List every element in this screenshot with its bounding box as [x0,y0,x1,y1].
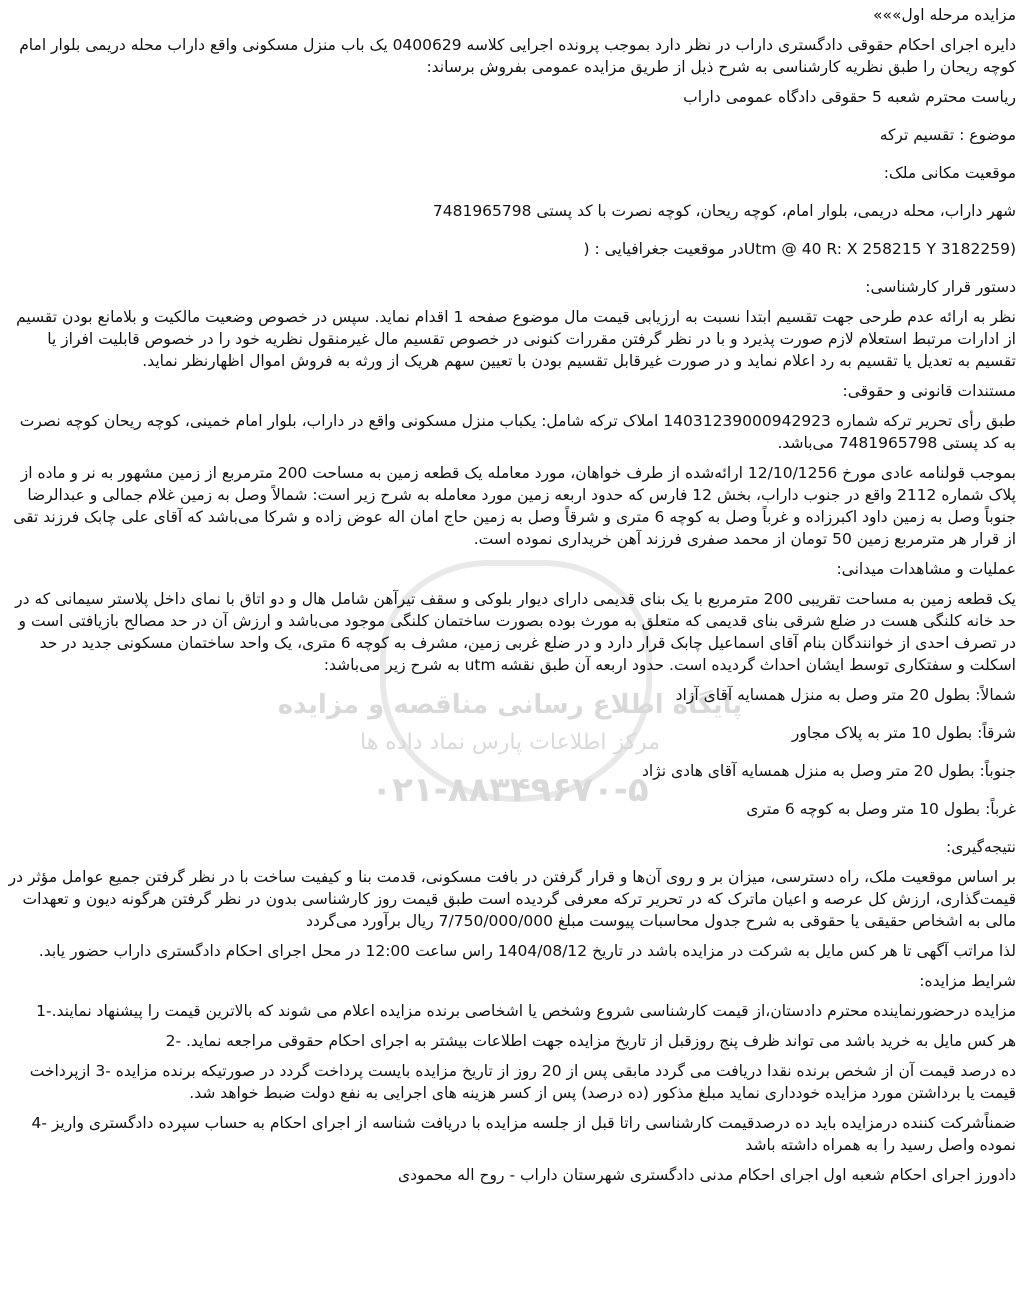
signature: دادورز اجرای احکام شعبه اول اجرای احکام مدنی دادگستری شهرستان داراب - روح اله محمودی [398,1166,1016,1184]
operations-heading: عملیات و مشاهدات میدانی: [836,560,1016,578]
subject: موضوع : تقسیم ترکه [879,126,1016,144]
conclusion-text: بر اساس موقعیت ملک، راه دسترسی، میزان بر و روی آن‌ها و قرار گرفتن در بافت مسکونی، قدمت بنا و کیفیت ساخت با در نظر گرفتن جمیع عوامل مؤثر در قیمت‌گذاری، ارزش کل عرصه و اعیان ماترک که در تحریر ترکه معرفی گردیده است طبق قیمت روز کارشناسی بدون در نظر گرفتن هرگونه دیون و تعهدات مالی به اشخاص حقیقی یا حقوقی به شرح جدول محاسبات پیوست مبلغ 7/750/000/000 ریال برآورد می‌گردد [8,868,1016,930]
order-text: نظر به ارائه عدم طرحی جهت تقسیم ابتدا نسبت به ارزیابی قیمت مال موضوع صفحه 1 اقدام نماید. سپس در خصوص وضعیت مالکیت و بلامانع بودن تقسیم از ادارات مرتبط استعلام لازم صورت پذیرد و با در نظر گرفتن مقررات کنونی در خصوص تقسیم مال غیرمنقول نظریه خود را در خصوص قابلیت افراز یا تقسیم به تعدیل یا تقسیم به رد اعلام نماید و در صورت غیرقابل تقسیم بودن با تعیین سهم هریک از ورثه به فروش اموال اظهارنظر نماید. [16,308,1016,370]
boundary-north: شمالاً: بطول 20 متر وصل به منزل همسایه آقای آزاد [675,686,1016,704]
term-2: هر کس مایل به خرید باشد می تواند ظرف پنج روزقبل از تاریخ مزایده جهت اطلاعات بیشتر به اجرای احکام حقوقی مراجعه نماید. -2 [165,1032,1016,1050]
term-4: ضمناًشرکت کننده درمزایده باید ده درصدقیمت کارشناسی راتا قبل از جلسه مزایده با دریافت شناسه از اجرای احکام به حساب سپرده دادگستری واریز -4 نموده واصل رسید را به همراه داشته باشد [31,1114,1016,1154]
term-1: مزایده درحضورنماینده محترم دادستان،از قیمت کارشناسی شروع وشخص یا اشخاصی برنده مزایده اعلام می شوند که بالاترین قیمت را پیشنهاد نمایند.-1 [36,1002,1016,1020]
legal-text-1: طبق رأی تحریر ترکه شماره 14031239000942923 املاک ترکه شامل: یکباب منزل مسکونی واقع در داراب، بلوار امام خمینی، کوچه ریحان کوچه نصرت به کد پستی 7481965798 می‌باشد. [19,412,1016,452]
order-heading: دستور قرار کارشناسی: [865,278,1016,296]
boundary-east: شرقاً: بطول 10 متر به پلاک مجاور [791,724,1016,742]
location-utm: (Utm @ 40 R: X 258215 Y 3182259در موقعیت جغرافیایی : ( [583,240,1016,258]
conclusion-heading: نتیجه‌گیری: [946,838,1016,856]
location-heading: موقعیت مکانی ملک: [883,164,1016,182]
terms-heading: شرایط مزایده: [919,972,1016,990]
location-address: شهر داراب، محله دریمی، بلوار امام، کوچه ریحان، کوچه نصرت با کد پستی 7481965798 [432,202,1016,220]
term-3: ده درصد قیمت آن از شخص برنده نقدا دریافت می گردد مابقی پس از 20 روز از تاریخ مزایده بایست پرداخت گردد در صورتیکه برنده مزایده -3 ازپرداخت قیمت یا برداشتن مورد مزایده خودداری نماید مبلغ مذکور (ده درصد) پس از کسر هزینه های اجرایی به نفع دولت ضبط خواهد شد. [29,1062,1016,1102]
watermark-phone: ۰۲۱-۸۸۳۴۹۶۷۰-۵ [371,770,649,810]
watermark-line-1: پایگاه اطلاع رسانی مناقصه و مزایده [277,690,743,720]
intro-paragraph: دایره اجرای احکام حقوقی دادگستری داراب در نظر دارد بموجب پرونده اجرایی کلاسه 0400629 یک باب منزل مسکونی واقع داراب محله دریمی بلوار امام کوچه ریحان را طبق نظریه کارشناسی به شرح ذیل از طریق مزایده عمومی بفروش برساند: [19,36,1016,76]
legal-text-2: بموجب قولنامه عادی مورخ 12/10/1256 ارائه‌شده از طرف خواهان، مورد معامله یک قطعه زمین به مساحت 200 مترمربع از زمین مشهور به نر و ماده از پلاک شماره 2112 واقع در جنوب داراب، بخش 12 فارس که حدود اربعه زمین مورد معامله به شرح زیر است: شمالاً وصل به زمین غلام جمالی و عبدالرضا جنوباً وصل به زمین داود اکبرزاده و غرباً وصل به کوچه 6 متری و شرقاً وصل به زمین حاج امان اله عوض زاده و شرکا می‌باشد که آقای علی چابک فرزند تقی از قرار هر مترمربع زمین 50 تومان از محمد صفری فرزند آهن خریداری نموده است. [13,464,1016,548]
operations-text: یک قطعه زمین به مساحت تقریبی 200 مترمربع با یک بنای قدیمی دارای دیوار بلوکی و سقف تیرآهن شامل هال و دو اتاق با نمای داخل پلاستر سیمانی که در حد خانه کلنگی هست در ضلع شرقی بنای قدیمی که متعلق به مورث بوده بصورت ساختمان کلنگی موجود می‌باشد و ارزش آن در حد مصالح بازیافتی است و در تصرف احدی از خوانندگان بنام آقای اسماعیل چابک قرار دارد و در ضلع غربی زمین، مشرف به کوچه 6 متری، یک واحد ساختمان مسکونی جدید در حد اسکلت و سفتکاری توسط ایشان احداث گردیده است. حدود اربعه آن طبق نقشه utm به شرح زیر می‌باشد: [15,590,1016,674]
watermark-line-2: مرکز اطلاعات پارس نماد داده ها [360,730,660,755]
boundary-south: جنوباً: بطول 20 متر وصل به منزل همسایه آقای هادی نژاد [641,762,1016,780]
addressee: ریاست محترم شعبه 5 حقوقی دادگاه عمومی داراب [683,88,1016,106]
boundary-west: غرباً: بطول 10 متر وصل به کوچه 6 متری [746,800,1016,818]
notice-title: مزایده مرحله اول»»» [873,6,1016,24]
legal-heading: مستندات قانونی و حقوقی: [842,382,1016,400]
auction-notice [6,4,1016,1194]
auction-date-notice: لذا مراتب آگهی تا هر کس مایل به شرکت در مزایده باشد در تاریخ 1404/08/12 راس ساعت 12:00 در محل اجرای احکام دادگستری داراب حضور یابد. [38,942,1016,960]
